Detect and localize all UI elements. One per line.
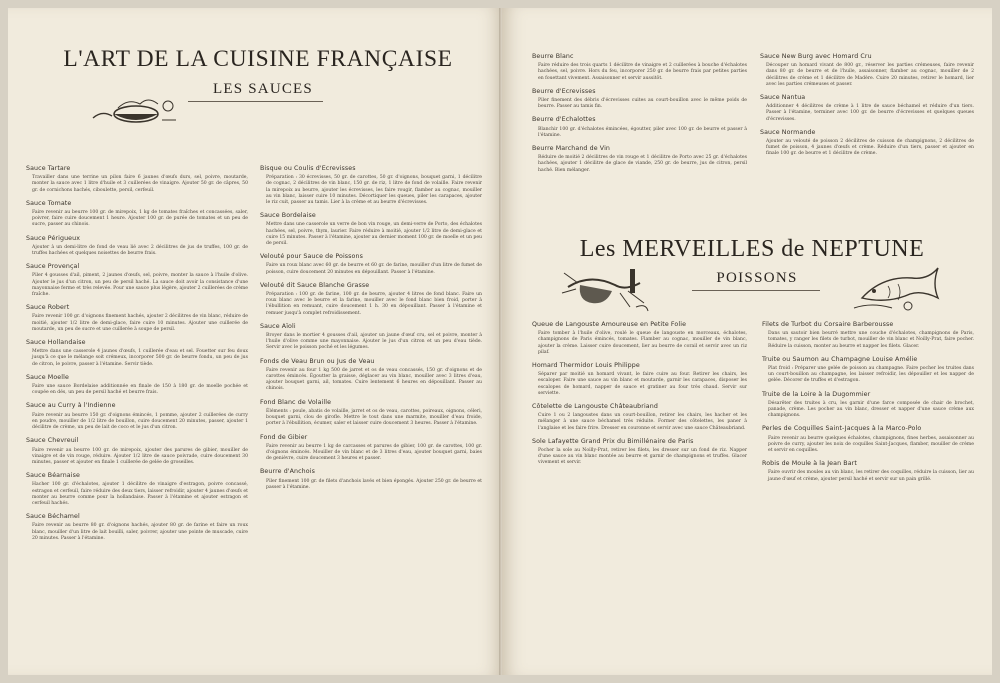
recipe-list	[760, 54, 974, 158]
recipe-text: Désarêter des truites à cru, les garnir d'une farce composée de chair de brochet, panade, crème. Les pocher au vin blanc, dresser et napper d'une sauce crème aux champignons.	[768, 400, 974, 419]
recipe-list	[532, 322, 747, 467]
recipe-list	[26, 166, 248, 542]
butters-column-1	[532, 54, 747, 181]
recipe-text: Additionner 4 décilitres de crème à 1 litre de sauce béchamel et réduire d'un tiers. Passer à l'étamine, terminer avec 100 gr. de beurre d'écrevisses et quelques queues d'écrevisses.	[766, 104, 974, 122]
fish-illustration	[852, 258, 942, 313]
recipe-heading: Beurre Blanc	[532, 53, 574, 60]
recipe-heading: Sauce Provençal	[26, 263, 80, 271]
recipe-text: Préparation : 100 gr. de farine, 100 gr. de beurre, ajouter 4 litres de fond blanc. Faire un roux blanc avec le beurre et la farine, mouiller avec le fond blanc bien froid, porter à l'ébullition en remuant, cuire doucement 1 h. 30 en dépouillant. Passer à l'étamine et remuer jusqu'à complet refroidissement.	[266, 292, 482, 316]
recipe-heading: Sauce Normande	[760, 128, 816, 136]
recipe-heading: Beurre d'Ecrevisses	[532, 87, 596, 95]
recipe-heading: Beurre d'Echalottes	[532, 116, 596, 124]
recipe-heading: Beurre Marchand de Vin	[532, 145, 611, 153]
recipe-text: Faire tomber à l'huile d'olive, roulé le queue de langouste en morceaux, échalotes, champignons de Paris émincés, tomates. Flamber au cognac, mouiller de vin blanc, ajouter la crème. Laisser cuire doucement, lier au beurre de corail et servir avec un riz pilaf.	[538, 331, 747, 355]
recipe-heading: Fond de Gibier	[260, 433, 308, 441]
lobster-illustration	[560, 263, 650, 313]
recipe-text: Préparation : 30 écrevisses, 50 gr. de carottes, 50 gr. d'oignons, bouquet garni, 1 décilitre de cognac, 2 décilitres de vin blanc, 150 gr. de riz, 1 litre de fond de volaille. Faire revenir la mirepoix au beurre, ajouter les écrevisses, les faire rougir, flamber au cognac, mouiller au vin blanc, laisser cuire 10 minutes. Décortiquer les queues, piler les carapaces, ajouter le riz cuit, passer au tamis. Lier à la crème et au beurre d'écrevisses.	[266, 175, 482, 206]
recipe-text: Séparer par moitié un homard vivant, le faire cuire au four. Retirer les chairs, les escaloper. Faire une sauce au vin blanc et moutarde, garnir les carapaces, disposer les escalopes de homard, napper de sauce et gratiner au four très chaud. Servir sur serviette.	[538, 372, 747, 396]
recipe-heading: Sole Lafayette Grand Prix du Bimillénaire de Paris	[532, 437, 694, 445]
recipe-heading: Beurre d'Anchois	[260, 468, 315, 476]
recipe-text: Faire revenir au beurre 100 gr. de mirepoix, 1 kg de tomates fraîches et concassées, saler, poivrer, faire cuire doucement 1 heure. Ajouter 100 gr. de purée de tomates et un peu de sucre, passer au chinois.	[32, 210, 248, 228]
cooking-pots-illustration	[88, 90, 178, 128]
recipe-heading: Sauce Bordelaise	[260, 212, 316, 220]
recipe-heading: Perles de Coquilles Saint-Jacques à la Marco-Polo	[762, 425, 922, 433]
recipe-heading: Côtelette de Langouste Châteaubriand	[532, 403, 658, 411]
recipe-list	[260, 166, 482, 491]
recipe-text: Faire revenir au beurre 150 gr. d'oignons émincés, 1 pomme, ajouter 2 cuillerées de curry en poudre, mouiller de 1/2 litre de bouillon, cuire doucement 20 minutes, passer, ajouter 1 décilitre de crème, un peu de lait de coco et le jus d'un citron.	[32, 412, 248, 431]
recipe-text: Travailler dans une terrine un pilon faire 6 jaunes d'œufs durs, sel, poivre, moutarde, monter la sauce avec 1 litre d'huile et 3 cuillerées de vinaigre. Ajouter 50 gr. de câpres, 50 gr. de cornichons hachés, ciboulette, persil, cerfeuil.	[32, 175, 248, 193]
fish-column-1	[532, 322, 747, 474]
recipe-text: Faire revenir au beurre 100 gr. de mirepoix, ajouter des parures de gibier, mouiller de vinaigre et de vin rouge, réduire. Ajouter 1/2 litre de sauce poivrade, cuire doucement 30 minutes, passer et ajouter en finale 1 cuillerée de gelée de groseilles.	[32, 447, 248, 465]
butters-column-2	[760, 54, 974, 165]
recipe-heading: Sauce Nantua	[760, 94, 806, 102]
recipe-text: Broyer dans le mortier 4 gousses d'ail, ajouter un jaune d'œuf cru, sel et poivre, monter à l'huile d'olive comme une mayonnaise. Ajouter le jus d'un citron et un peu d'eau tiède. Servir avec le poisson poché et les légumes.	[266, 333, 482, 351]
recipe-list	[762, 322, 974, 483]
recipe-text: Réduire de moitié 2 décilitres de vin rouge et 1 décilitre de Porto avec 25 gr. d'échalotes hachées, ajouter 1 décilitre de glace de viande, 250 gr. de beurre, jus de citron, persil haché. Bien mélanger.	[538, 155, 747, 173]
recipe-text: Mettre dans une casserole un verre de bon vin rouge, un demi-verre de Porto, des échalotes hachées, sel, poivre, thym, laurier. Faire réduire à moitié, ajouter 1/2 litre de demi-glace et cuire 15 minutes. Passer à l'étamine, ajouter au dernier moment 100 gr. de moelle et un peu de persil.	[266, 222, 482, 247]
recipe-text: Ajouter au velouté de poisson 2 décilitres de cuisson de champignons, 2 décilitres de fumet de poisson, 4 jaunes d'œufs et crème. Réduire d'un tiers, passer et ajouter en finale 100 gr. de beurre et 1 décilitre de crème.	[766, 139, 974, 157]
page-subtitle: LES SAUCES	[213, 81, 313, 97]
recipe-text: Faire revenir au beurre 1 kg de carcasses et parures de gibier, 100 gr. de carottes, 100 gr. d'oignons émincés. Mouiller de vin blanc et de 3 litres d'eau, ajouter bouquet garni, baies de genièvre, cuire doucement 3 heures et passer.	[266, 443, 482, 462]
right-page	[502, 8, 992, 675]
recipe-heading: Sauce New Burg avec Homard Cru	[760, 53, 872, 60]
recipe-text: Mettre dans une casserole 4 jaunes d'œufs, 1 cuillerée d'eau et sel. Fouetter sur feu doux jusqu'à ce que le mélange soit crémeux, incorporer 500 gr. de beurre fondu, un peu de jus de citron, le poivre, passer à l'étamine. Servir tiède.	[32, 349, 248, 367]
recipe-heading: Sauce Périgueux	[26, 234, 81, 242]
recipe-text: Faire ouvrir des moules au vin blanc, les retirer des coquilles, réduire la cuisson, lier au jaune d'œuf et crème, ajouter persil haché et servir sur un pain grillé.	[768, 470, 974, 482]
left-page	[8, 8, 502, 675]
title-underline	[188, 101, 323, 102]
recipe-text: Cuire 1 ou 2 langoustes dans un court-bouillon, retirer les chairs, les hacher et les mélanger à une sauce béchamel très réduite. Former des côtelettes, les paner à l'anglaise et les faire frire. Dresser en couronne et servir avec une sauce Châteaubriand.	[538, 413, 747, 431]
recipe-list	[532, 54, 747, 174]
section-underline	[692, 290, 820, 291]
recipe-heading: Sauce Robert	[26, 304, 70, 312]
recipe-heading: Fonds de Veau Brun ou Jus de Veau	[260, 357, 375, 365]
recipe-text: Faire un roux blanc avec 60 gr. de beurre et 60 gr. de farine, mouiller d'un litre de fumet de poisson, cuire doucement 20 minutes en dépouillant. Passer à l'étamine.	[266, 263, 482, 275]
recipe-heading: Homard Thermidor Louis Philippe	[532, 362, 640, 370]
recipe-text: Piler finement 100 gr. de filets d'anchois lavés et bien épongés. Ajouter 250 gr. de beurre et passer à l'étamine.	[266, 478, 482, 490]
section-subtitle: POISSONS	[716, 270, 798, 286]
recipe-heading: Queue de Langouste Amoureuse en Petite Folie	[532, 321, 687, 328]
recipe-heading: Sauce Béarnaise	[26, 472, 80, 480]
recipe-heading: Truite ou Saumon au Champagne Louise Amélie	[762, 355, 918, 363]
recipe-text: Faire revenir au four 1 kg 500 de jarret et os de veau concassés, 150 gr. d'oignons et de carottes émincés. Égoutter la graisse, déglacer au vin blanc, mouiller avec 3 litres d'eau, ajouter bouquet garni, ail, tomates. Cuire lentement 6 heures en dépouillant. Passer au chinois.	[266, 367, 482, 392]
recipe-heading: Sauce Aïoli	[260, 322, 296, 330]
recipe-heading: Sauce Chevreuil	[26, 437, 79, 445]
recipe-text: Piler finement des débris d'écrevisses cuites au court-bouillon avec le même poids de beurre. Passer au tamis fin.	[538, 98, 747, 110]
recipe-text: Découper un homard vivant de 800 gr., réserver les parties crémeuses, faire revenir dans 80 gr. de beurre et de l'huile, assaisonner, flamber au cognac, mouiller de 2 décilitres de crème et 1 décilitre de Madère. Cuire 20 minutes, retirer le homard, lier avec les parties crémeuses et passer.	[766, 63, 974, 87]
recipe-heading: Robis de Moule à la Jean Bart	[762, 460, 857, 468]
recipe-heading: Sauce au Curry à l'Indienne	[26, 402, 116, 410]
recipe-text: Piler 4 gousses d'ail, piment, 2 jaunes d'œufs, sel, poivre, monter la sauce à l'huile d'olive. Ajouter le jus d'un citron, un peu de persil haché. La sauce doit avoir la consistance d'une mayonnaise ferme et très relevée. Pour une sauce plus légère, ajouter 2 cuillerées de crème fraîche.	[32, 273, 248, 298]
recipe-text: Ajouter à un demi-litre de fond de veau lié avec 2 décilitres de jus de truffes, 100 gr. de truffes hachées et quelques noisettes de beurre frais.	[32, 244, 248, 257]
recipe-heading: Sauce Moelle	[26, 373, 69, 381]
recipe-text: Hacher 100 gr. d'échalotes, ajouter 1 décilitre de vinaigre d'estragon, poivre concassé, estragon et cerfeuil, faire réduire des deux tiers, laisser refroidir, ajouter 4 jaunes d'œufs et monter au beurre comme pour la hollandaise. Passer à l'étamine et ajouter estragon et cerfeuil hachés.	[32, 482, 248, 506]
recipe-text: Faire revenir 100 gr. d'oignons finement hachés, ajouter 2 décilitres de vin blanc, réduire de moitié, ajouter 1/2 litre de demi-glace, faire cuire 10 minutes. Ajouter une cuillerée de moutarde, un peu de sucre et une cuillerée à soupe de persil.	[32, 314, 248, 332]
recipe-heading: Velouté pour Sauce de Poissons	[260, 253, 363, 261]
recipe-text: Pocher la sole au Noilly-Prat, retirer les filets, les dresser sur un fond de riz. Napper d'une sauce au vin blanc montée au beurre et garnir de champignons et truffes. Glacer vivement et servir.	[538, 448, 747, 466]
recipe-heading: Sauce Tomate	[26, 199, 72, 207]
recipe-text: Faire revenir au beurre quelques échalotes, champignons, fines herbes, assaisonner au poivre de curry, ajouter les noix de coquilles Saint-Jacques, flamber, mouiller de crème et servir en coquilles.	[768, 435, 974, 454]
recipe-heading: Filets de Turbot du Corsaire Barberousse	[762, 321, 894, 328]
recipe-text: Éléments : poule, abatis de volaille, jarret et os de veau, carottes, poireaux, oignons, céleri, bouquet garni, clou de girofle. Mettre le tout dans une marmite, mouiller d'eau froide, porter à l'ébullition, écumer, saler et laisser cuire doucement 3 heures. Passer à l'étamine.	[266, 408, 482, 427]
recipe-text: Blanchir 100 gr. d'échalotes émincées, égoutter, piler avec 100 gr. de beurre et passer à l'étamine.	[538, 126, 747, 138]
recipe-heading: Sauce Hollandaise	[26, 339, 86, 347]
sauces-column-1	[26, 166, 248, 549]
page-title: L'ART DE LA CUISINE FRANÇAISE	[63, 46, 453, 72]
recipe-heading: Sauce Tartare	[26, 165, 71, 172]
magazine-spread	[8, 8, 992, 675]
recipe-text: Faire revenir au beurre 80 gr. d'oignons hachés, ajouter 80 gr. de farine et faire un roux blanc, mouiller d'un litre de lait bouilli, saler, poivrer, ajouter une pointe de muscade, cuire 20 minutes. Passer à l'étamine.	[32, 523, 248, 541]
recipe-text: Plat froid : Préparer une gelée de poisson au champagne. Faire pocher les truites dans un court-bouillon au champagne, les laisser refroidir, les dépouiller et les napper de gelée. Décorer de truffes et d'estragon.	[768, 366, 974, 384]
recipe-heading: Truite de la Loire à la Dugommier	[762, 390, 871, 398]
sauces-column-2	[260, 166, 482, 498]
recipe-text: Faire une sauce Bordelaise additionnée en finale de 150 à 180 gr. de moelle pochée et coupée en dés, un peu de persil haché et beurre frais.	[32, 384, 248, 396]
section-title: Les MERVEILLES de NEPTUNE	[579, 236, 925, 262]
recipe-heading: Bisque ou Coulis d'Ecrevisses	[260, 165, 356, 172]
fish-column-2	[762, 322, 974, 490]
recipe-heading: Velouté dit Sauce Blanche Grasse	[260, 281, 370, 289]
recipe-text: Faire réduire des trois quarts 1 décilitre de vinaigre et 2 cuillerées à bouche d'échalotes hachées, sel, poivre. Hors du feu, incorporer 250 gr. de beurre frais par petites parties en fouettant vivement. Assaisonner et servir aussitôt.	[538, 63, 747, 81]
recipe-heading: Sauce Béchamel	[26, 513, 80, 521]
recipe-text: Dans un sautoir bien beurré mettre une couche d'échalotes, champignons de Paris, tomates, y ranger les filets de turbot, mouiller de vin blanc et Noilly-Prat, faire pocher. Réduire la cuisson, monter au beurre et napper les filets. Glacer.	[768, 331, 974, 349]
recipe-heading: Fond Blanc de Volaille	[260, 398, 332, 406]
